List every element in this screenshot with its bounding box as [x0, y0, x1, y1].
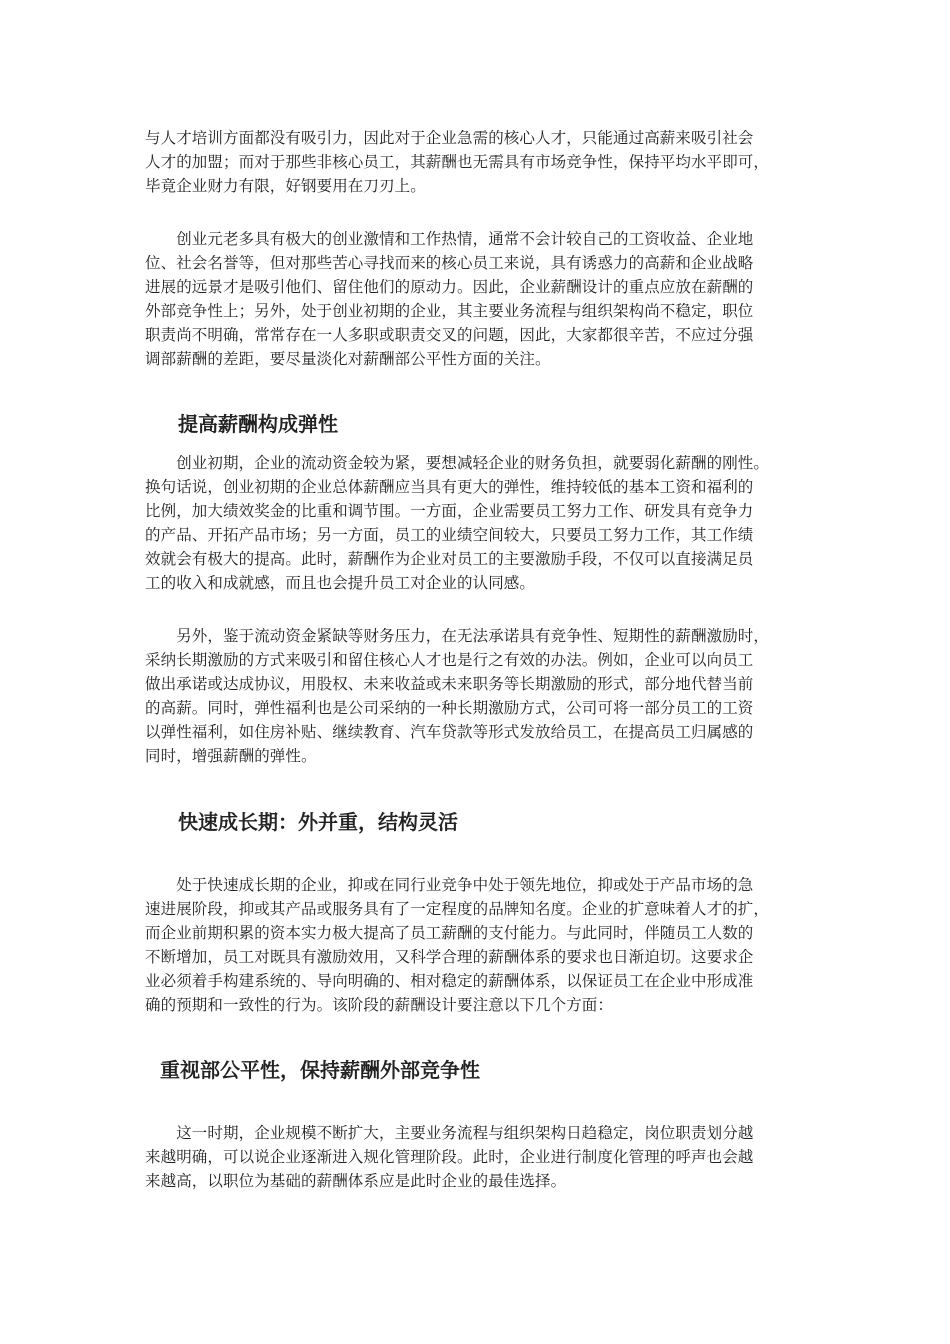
paragraph-1: [145, 126, 810, 198]
text-line: 人才的加盟；而对于那些非核心员工，其薪酬也无需具有市场竞争性，保持平均水平即可，: [145, 153, 770, 171]
text-line: 工的收入和成就感，而且也会提升员工对企业的认同感。: [145, 574, 536, 592]
section-heading-fairness: 重视部公平性，保持薪酬外部竞争性: [160, 1058, 480, 1082]
text-line: 效就会有极大的提高。此时，薪酬作为企业对员工的主要激励手段，不仅可以直接满足员: [145, 550, 754, 568]
text-line: 换句话说，创业初期的企业总体薪酬应当具有更大的弹性，维持较低的基本工资和福利的: [145, 478, 754, 496]
text-line: 业必须着手构建系统的、导向明确的、相对稳定的薪酬体系，以保证员工在企业中形成准: [145, 972, 754, 990]
text-line: 采纳长期激励的方式来吸引和留住核心人才也是行之有效的办法。例如，企业可以向员工: [145, 651, 754, 669]
text-line: 创业元老多具有极大的创业激情和工作热情，通常不会计较自己的工资收益、企业地: [145, 230, 754, 248]
text-line: 创业初期，企业的流动资金较为紧，要想减轻企业的财务负担，就要弱化薪酬的刚性。: [145, 454, 770, 472]
section-heading-elasticity: 提高薪酬构成弹性: [178, 412, 338, 436]
text-line: 速进展阶段，抑或其产品或服务具有了一定程度的品牌知名度。企业的扩意味着人才的扩，: [145, 900, 770, 918]
text-line: 的高薪。同时，弹性福利也是公司采纳的一种长期激励方式，公司可将一部分员工的工资: [145, 699, 754, 717]
text-line: 来越明确，可以说企业逐渐进入规化管理阶段。此时，企业进行制度化管理的呼声也会越: [145, 1148, 754, 1166]
text-line: 这一时期，企业规模不断扩大，主要业务流程与组织架构日趋稳定，岗位职责划分越: [145, 1124, 754, 1142]
text-line: 确的预期和一致性的行为。该阶段的薪酬设计要注意以下几个方面：: [145, 996, 614, 1014]
text-line: 毕竟企业财力有限，好钢要用在刀刃上。: [145, 177, 426, 195]
paragraph-5: [145, 873, 810, 1017]
text-line: 职责尚不明确，常常存在一人多职或职责交叉的问题，因此，大家都很辛苦，不应过分强: [145, 326, 754, 344]
paragraph-4: [145, 624, 810, 768]
paragraph-3: [145, 451, 810, 595]
text-line: 进展的远景才是吸引他们、留住他们的原动力。因此，企业薪酬设计的重点应放在薪酬的: [145, 278, 754, 296]
text-line: 处于快速成长期的企业，抑或在同行业竞争中处于领先地位，抑或处于产品市场的急: [145, 876, 754, 894]
text-line: 同时，增强薪酬的弹性。: [145, 747, 317, 765]
text-line: 而企业前期积累的资本实力极大提高了员工薪酬的支付能力。与此同时，伴随员工人数的: [145, 924, 754, 942]
paragraph-2: [145, 227, 810, 371]
text-line: 另外，鉴于流动资金紧缺等财务压力，在无法承诺具有竞争性、短期性的薪酬激励时，: [145, 627, 770, 645]
text-line: 的产品、开拓产品市场；另一方面，员工的业绩空间较大，只要员工努力工作，其工作绩: [145, 526, 754, 544]
text-line: 与人才培训方面都没有吸引力，因此对于企业急需的核心人才，只能通过高薪来吸引社会: [145, 129, 754, 147]
text-line: 位、社会名誉等，但对那些苦心寻找而来的核心员工来说，具有诱惑力的高薪和企业战略: [145, 254, 754, 272]
text-line: 来越高，以职位为基础的薪酬体系应是此时企业的最佳选择。: [145, 1172, 567, 1190]
paragraph-6: [145, 1121, 810, 1193]
text-line: 以弹性福利，如住房补贴、继续教育、汽车贷款等形式发放给员工，在提高员工归属感的: [145, 723, 754, 741]
text-line: 做出承诺或达成协议，用股权、未来收益或未来职务等长期激励的形式，部分地代替当前: [145, 675, 754, 693]
section-heading-rapid-growth: 快速成长期：外并重，结构灵活: [178, 810, 458, 834]
text-line: 比例，加大绩效奖金的比重和调节围。一方面，企业需要员工努力工作、研发具有竞争力: [145, 502, 754, 520]
text-line: 外部竞争性上；另外，处于创业初期的企业，其主要业务流程与组织架构尚不稳定，职位: [145, 302, 754, 320]
text-line: 调部薪酬的差距，要尽量淡化对薪酬部公平性方面的关注。: [145, 350, 551, 368]
text-line: 不断增加，员工对既具有激励效用，又科学合理的薪酬体系的要求也日渐迫切。这要求企: [145, 948, 754, 966]
